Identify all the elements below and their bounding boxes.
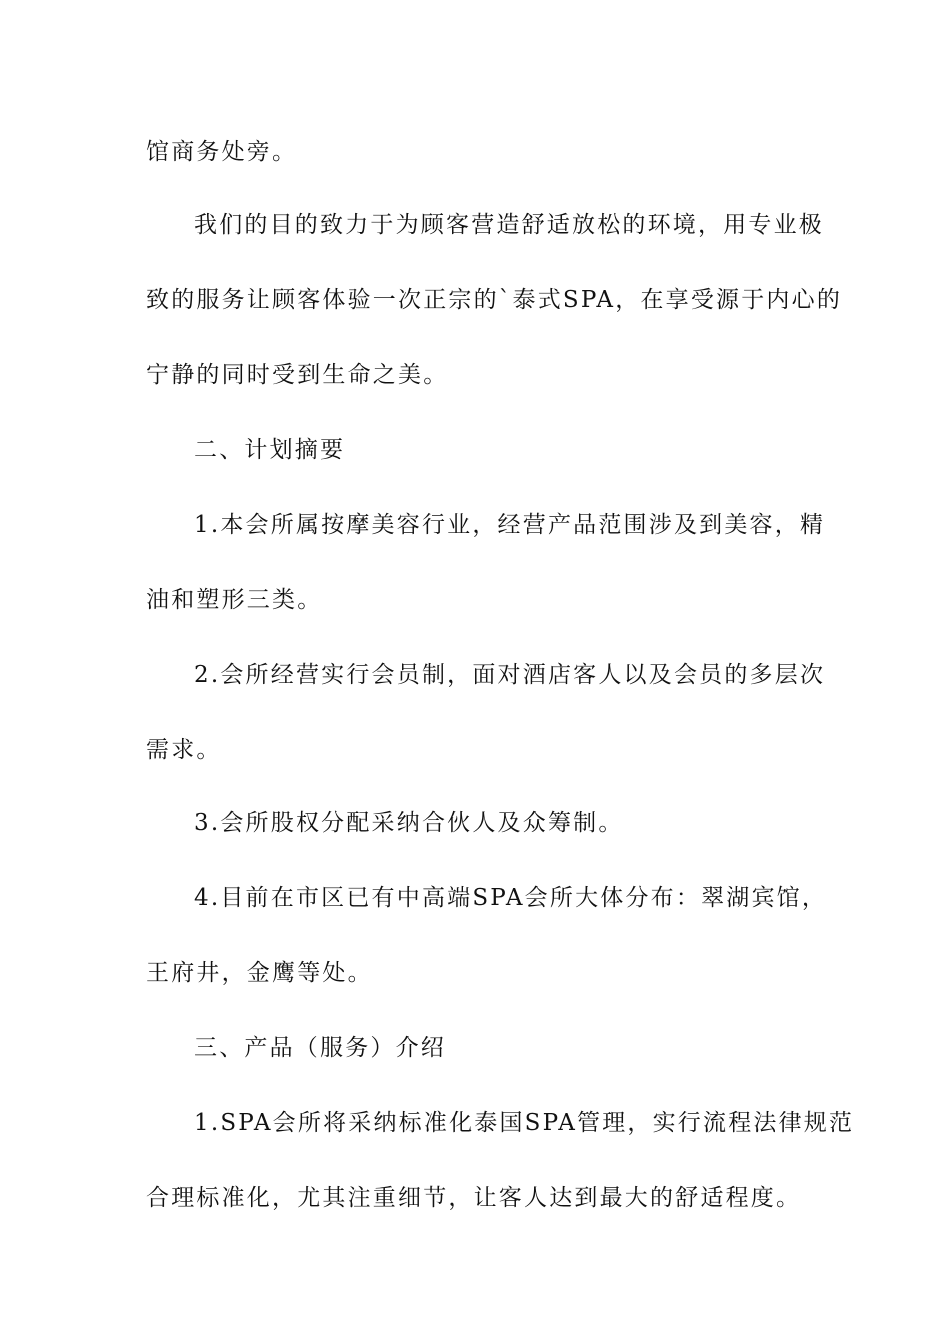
section-heading: 二、计划摘要 xyxy=(194,437,346,463)
paragraph-line: 1.SPA会所将采纳标准化泰国SPA管理，实行流程法律规范 xyxy=(194,1110,855,1136)
paragraph-line: 需求。 xyxy=(146,737,222,763)
paragraph-line: 宁静的同时受到生命之美。 xyxy=(146,362,449,388)
paragraph-line: 2.会所经营实行会员制，面对酒店客人以及会员的多层次 xyxy=(194,662,826,688)
paragraph-line: 馆商务处旁。 xyxy=(146,139,298,165)
paragraph-line: 1.本会所属按摩美容行业，经营产品范围涉及到美容，精 xyxy=(194,512,826,538)
paragraph-line: 4.目前在市区已有中高端SPA会所大体分布：翠湖宾馆， xyxy=(194,885,828,911)
paragraph-line: 致的服务让顾客体验一次正宗的`泰式SPA，在享受源于内心的 xyxy=(146,287,843,313)
paragraph-line: 合理标准化，尤其注重细节，让客人达到最大的舒适程度。 xyxy=(146,1185,802,1211)
paragraph-line: 3.会所股权分配采纳合伙人及众筹制。 xyxy=(194,810,624,836)
section-heading: 三、产品（服务）介绍 xyxy=(194,1035,446,1061)
paragraph-line: 油和塑形三类。 xyxy=(146,587,323,613)
paragraph-line: 王府井，金鹰等处。 xyxy=(146,960,373,986)
paragraph-line: 我们的目的致力于为顾客营造舒适放松的环境，用专业极 xyxy=(194,212,824,238)
